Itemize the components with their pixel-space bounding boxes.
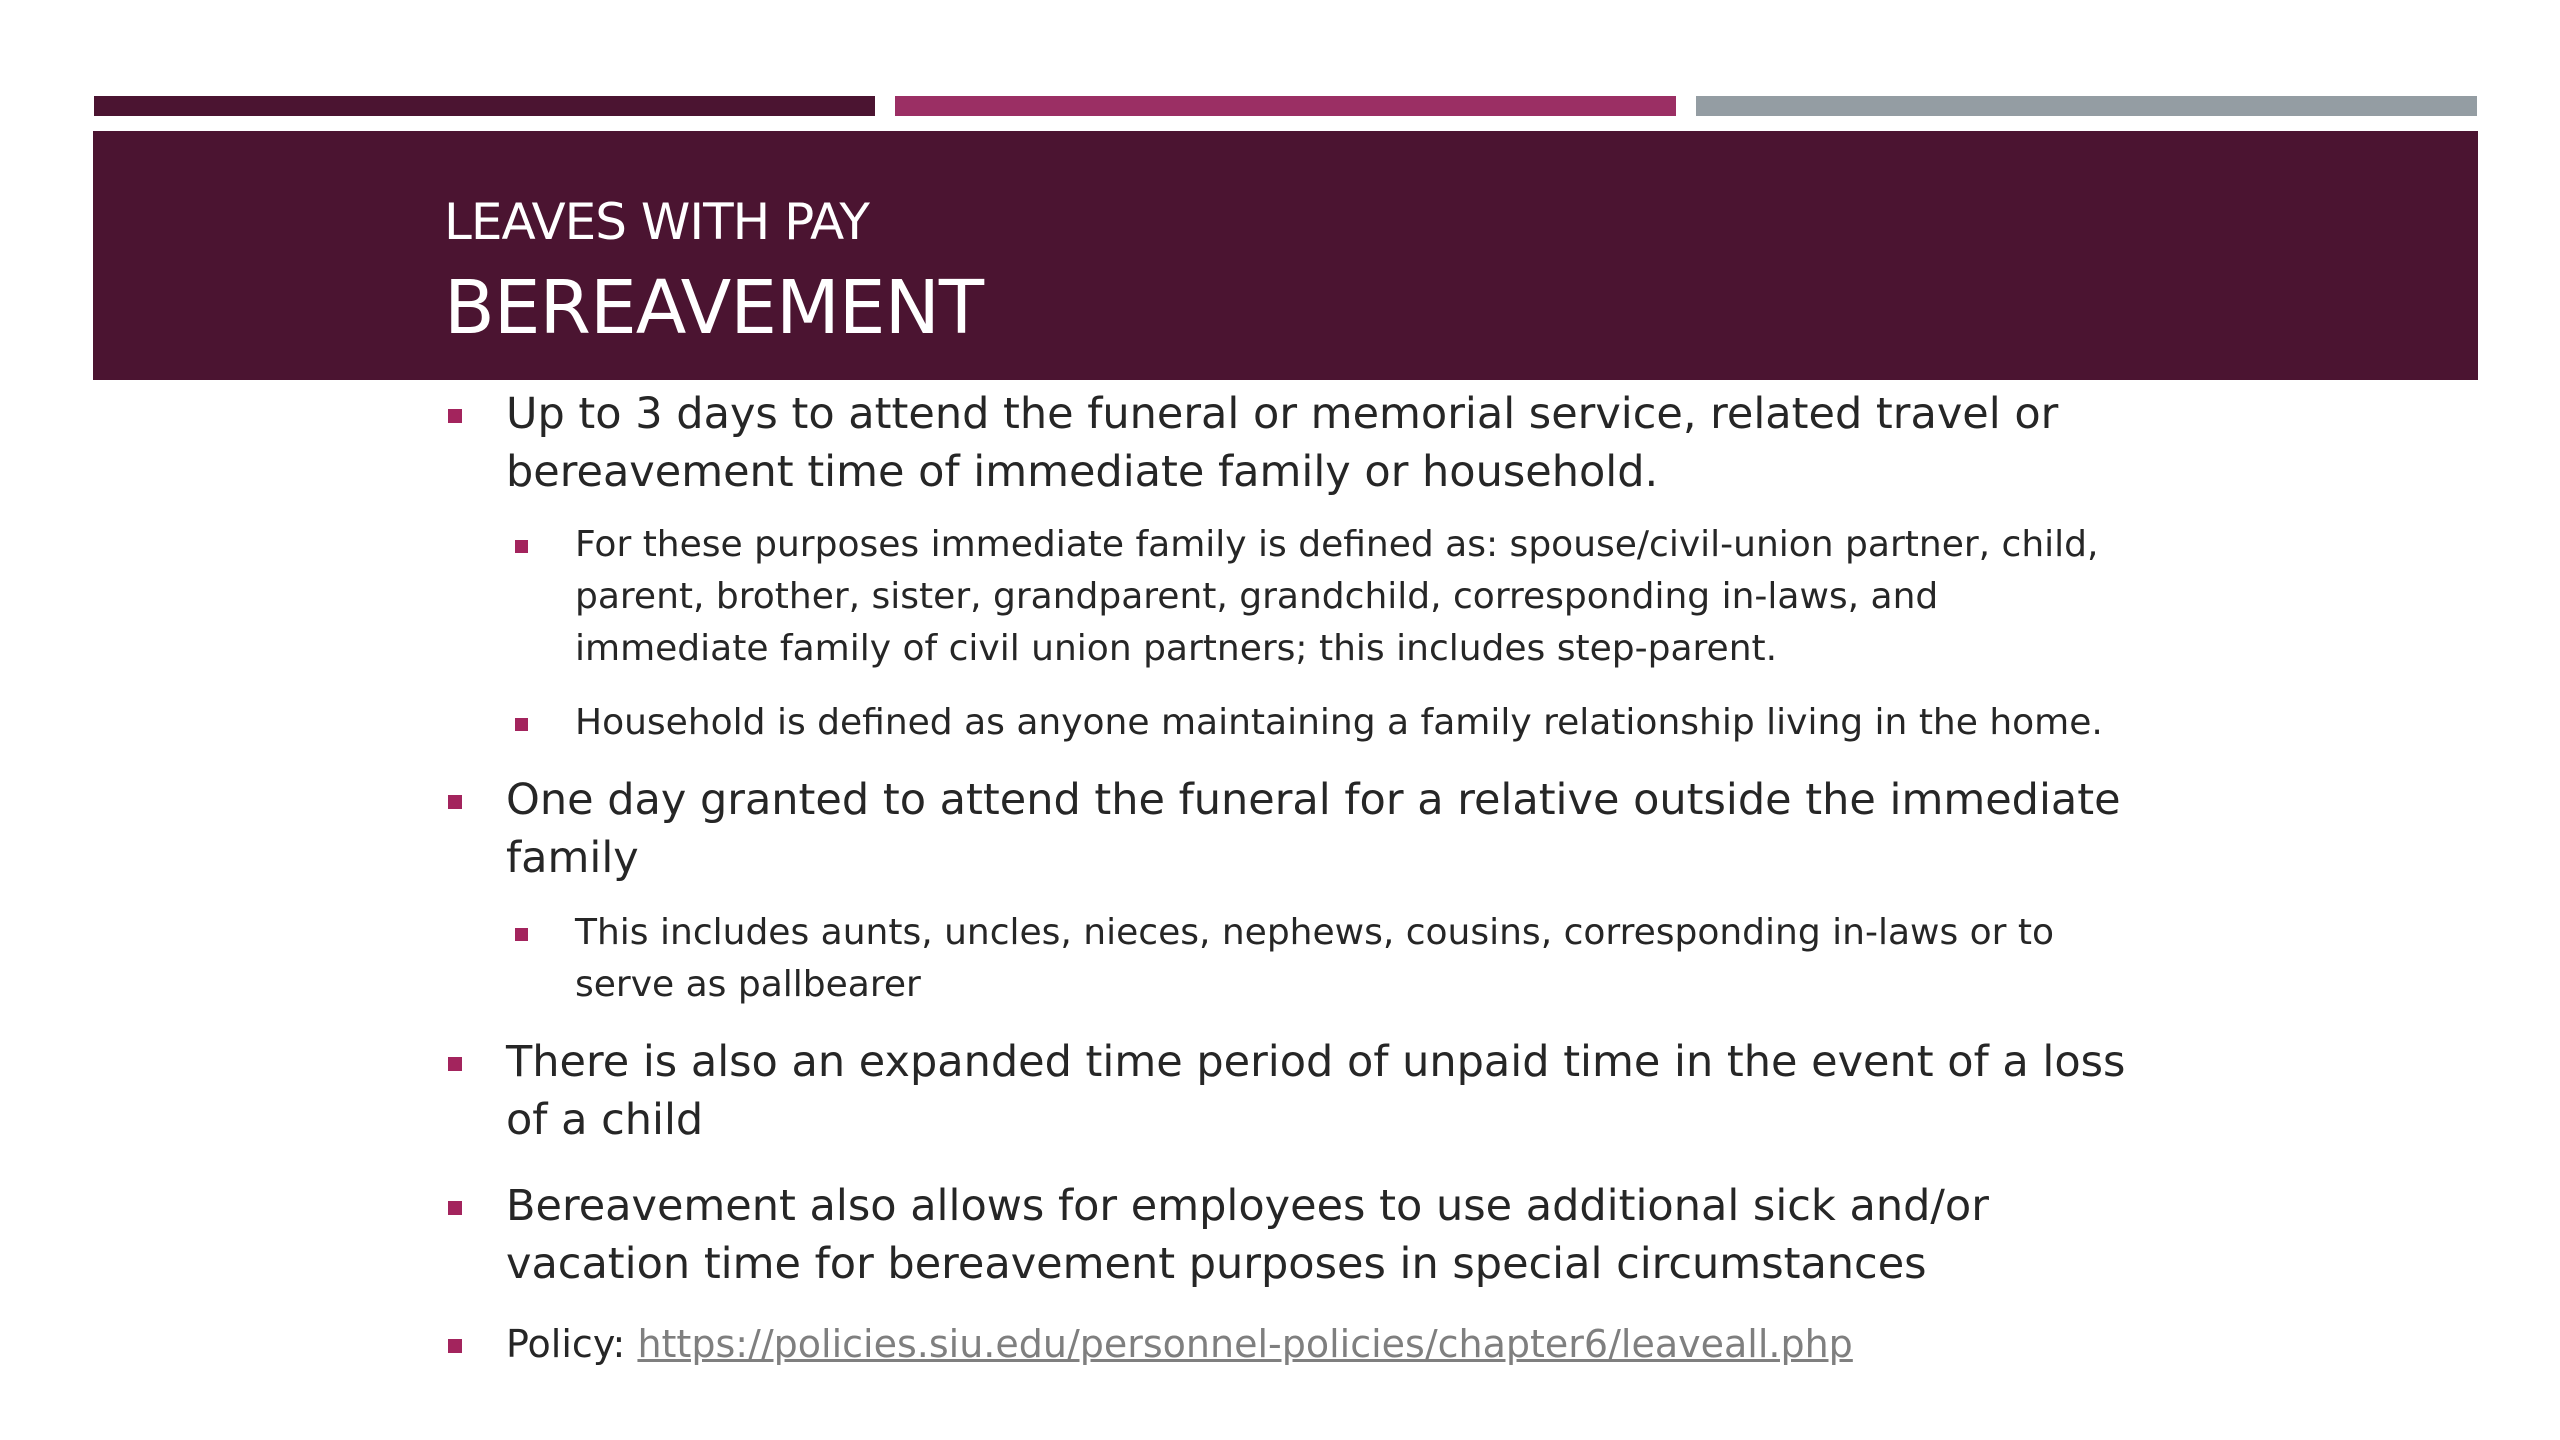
accent-bar-gray [1696,96,2477,116]
square-bullet-icon [448,409,462,423]
slide-pre-title: LEAVES WITH PAY [444,193,869,251]
bullet-outside-family-day [440,771,2140,887]
sub-bullet-text: Household is defined as anyone maintaining a family relationship living in the home. [575,702,2103,743]
bullet-sick-vacation-use [440,1177,2140,1293]
sub-bullet-relatives-list [440,907,2140,1011]
sub-bullet-immediate-family-definition [440,519,2140,675]
accent-bar-magenta [895,96,1676,116]
sub-bullet-text: For these purposes immediate family is defined as: spouse/civil-union partner, child, parent, brother, sister, grandparent, grandchild, corresponding in-laws, and immediate family of civil union partners; this includes step-parent. [575,524,2099,669]
slide-title: BEREAVEMENT [444,265,984,351]
bullet-immediate-family-days [440,385,2140,501]
accent-bar-maroon [94,96,875,116]
square-bullet-icon [448,1339,462,1353]
sub-bullet-household-definition [440,697,2140,749]
policy-label: Policy: [506,1322,626,1366]
square-bullet-icon [515,540,528,553]
square-bullet-icon [448,1057,462,1071]
policy-link[interactable]: https://policies.siu.edu/personnel-policies/chapter6/leaveall.php [637,1322,1853,1366]
bullet-text: Bereavement also allows for employees to use additional sick and/or vacation time for bereavement purposes in special circumstances [506,1181,1989,1289]
sub-bullet-text: This includes aunts, uncles, nieces, nephews, cousins, corresponding in-laws or to serve as pallbearer [575,912,2055,1005]
bullet-text: One day granted to attend the funeral for a relative outside the immediate family [506,775,2121,883]
slide-content [440,385,2140,1373]
bullet-text: There is also an expanded time period of unpaid time in the event of a loss of a child [506,1037,2126,1145]
bullet-unpaid-child-loss [440,1033,2140,1149]
square-bullet-icon [448,1201,462,1215]
square-bullet-icon [448,795,462,809]
bullet-text: Up to 3 days to attend the funeral or memorial service, related travel or bereavement time of immediate family or household. [506,389,2059,497]
square-bullet-icon [515,718,528,731]
bullet-policy [440,1315,2140,1373]
square-bullet-icon [515,928,528,941]
